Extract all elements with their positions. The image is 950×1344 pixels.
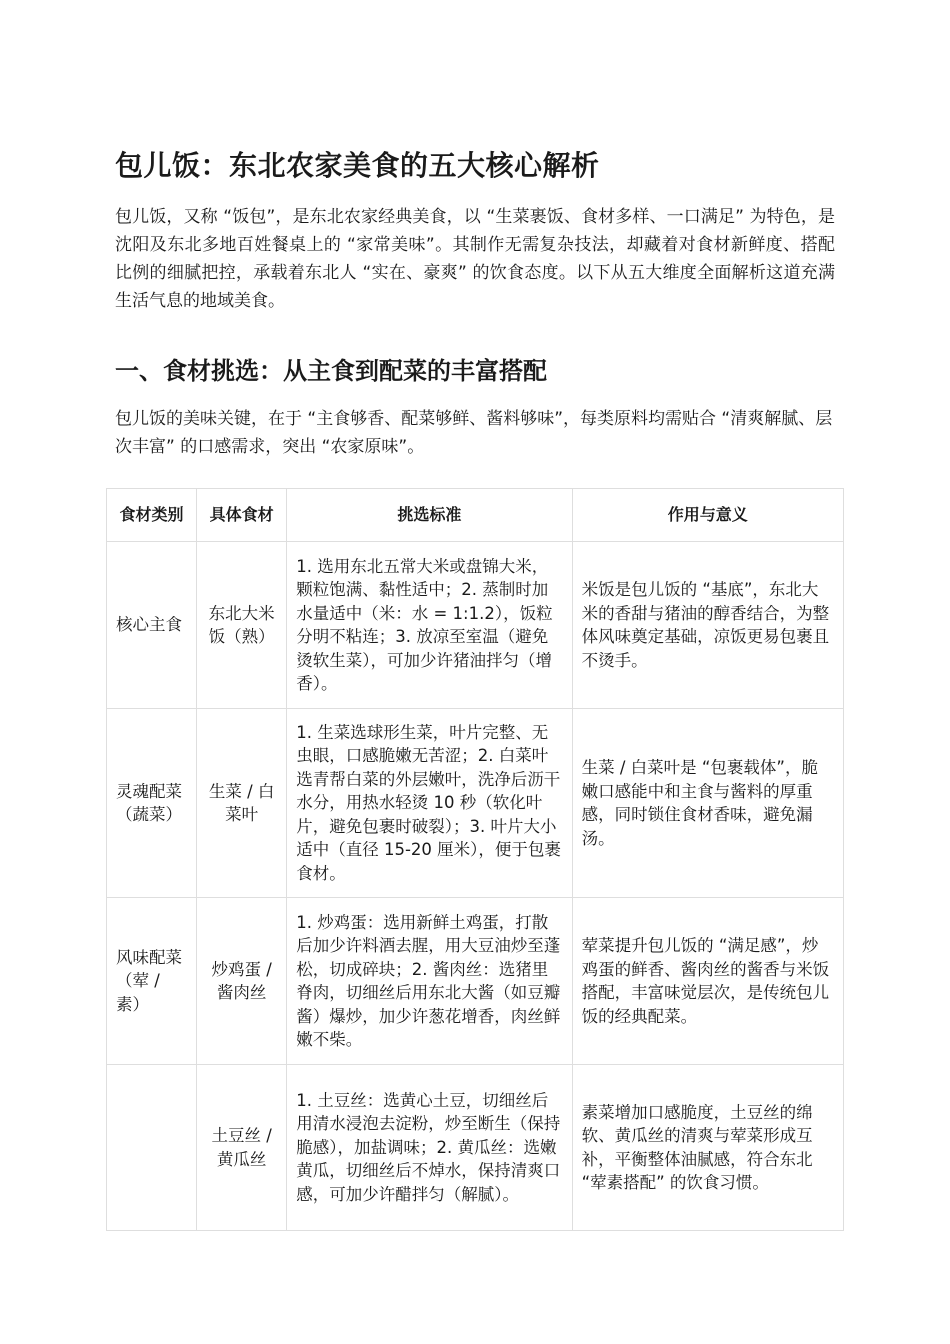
header-food: 具体食材 bbox=[197, 489, 287, 542]
cell-food: 炒鸡蛋 / 酱肉丝 bbox=[197, 898, 287, 1065]
ingredients-table bbox=[106, 488, 844, 1231]
cell-standard: 1. 生菜选球形生菜，叶片完整、无虫眼，口感脆嫩无苦涩；2. 白菜叶选青帮白菜的外层嫩叶，洗净后沥干水分，用热水轻烫 10 秒（软化叶片，避免包裹时破裂）；3. 叶片大小适中（直径 15-20 厘米），便于包裹食材。 bbox=[287, 709, 572, 898]
header-role: 作用与意义 bbox=[572, 489, 843, 542]
table-row bbox=[107, 1065, 844, 1231]
document-title: 包儿饭：东北农家美食的五大核心解析 bbox=[115, 149, 600, 182]
cell-role: 米饭是包儿饭的 “基底”，东北大米的香甜与猪油的醇香结合，为整体风味奠定基础，凉饭更易包裹且不烫手。 bbox=[572, 542, 843, 709]
cell-category: 风味配菜（荤 / 素） bbox=[107, 898, 197, 1065]
cell-standard: 1. 选用东北五常大米或盘锦大米，颗粒饱满、黏性适中；2. 蒸制时加水量适中（米：水 = 1:1.2），饭粒分明不粘连；3. 放凉至室温（避免烫软生菜），可加少许猪油拌匀（增香）。 bbox=[287, 542, 572, 709]
table-row bbox=[107, 898, 844, 1065]
section-intro-paragraph: 包儿饭的美味关键，在于 “主食够香、配菜够鲜、酱料够味”，每类原料均需贴合 “清爽解腻、层次丰富” 的口感需求，突出 “农家原味”。 bbox=[115, 409, 833, 457]
cell-food: 土豆丝 / 黄瓜丝 bbox=[197, 1065, 287, 1231]
table-header-row bbox=[107, 489, 844, 542]
cell-category: 灵魂配菜（蔬菜） bbox=[107, 709, 197, 898]
document-content bbox=[115, 147, 835, 461]
table-row bbox=[107, 709, 844, 898]
table-row bbox=[107, 542, 844, 709]
cell-category bbox=[107, 1065, 197, 1231]
intro-paragraph: 包儿饭，又称 “饭包”，是东北农家经典美食，以 “生菜裹饭、食材多样、一口满足” 为特色，是沈阳及东北多地百姓餐桌上的 “家常美味”。其制作无需复杂技法，却藏着对食材新鲜度、搭配比例的细腻把控，承载着东北人 “实在、豪爽” 的饮食态度。以下从五大维度全面解析这道充满生活气息的地域美食。 bbox=[115, 207, 835, 311]
cell-role: 荤菜提升包儿饭的 “满足感”，炒鸡蛋的鲜香、酱肉丝的酱香与米饭搭配，丰富味觉层次，是传统包儿饭的经典配菜。 bbox=[572, 898, 843, 1065]
section-heading: 一、食材挑选：从主食到配菜的丰富搭配 bbox=[115, 357, 547, 385]
cell-role: 素菜增加口感脆度，土豆丝的绵软、黄瓜丝的清爽与荤菜形成互补，平衡整体油腻感，符合东北 “荤素搭配” 的饮食习惯。 bbox=[572, 1065, 843, 1231]
cell-category: 核心主食 bbox=[107, 542, 197, 709]
cell-role: 生菜 / 白菜叶是 “包裹载体”，脆嫩口感能中和主食与酱料的厚重感，同时锁住食材香味，避免漏汤。 bbox=[572, 709, 843, 898]
header-category: 食材类别 bbox=[107, 489, 197, 542]
cell-standard: 1. 炒鸡蛋：选用新鲜土鸡蛋，打散后加少许料酒去腥，用大豆油炒至蓬松，切成碎块；2. 酱肉丝：选猪里脊肉，切细丝后用东北大酱（如豆瓣酱）爆炒，加少许葱花增香，肉丝鲜嫩不柴。 bbox=[287, 898, 572, 1065]
header-standard: 挑选标准 bbox=[287, 489, 572, 542]
cell-standard: 1. 土豆丝：选黄心土豆，切细丝后用清水浸泡去淀粉，炒至断生（保持脆感），加盐调味；2. 黄瓜丝：选嫩黄瓜，切细丝后不焯水，保持清爽口感，可加少许醋拌匀（解腻）。 bbox=[287, 1065, 572, 1231]
cell-food: 生菜 / 白菜叶 bbox=[197, 709, 287, 898]
cell-food: 东北大米饭（熟） bbox=[197, 542, 287, 709]
